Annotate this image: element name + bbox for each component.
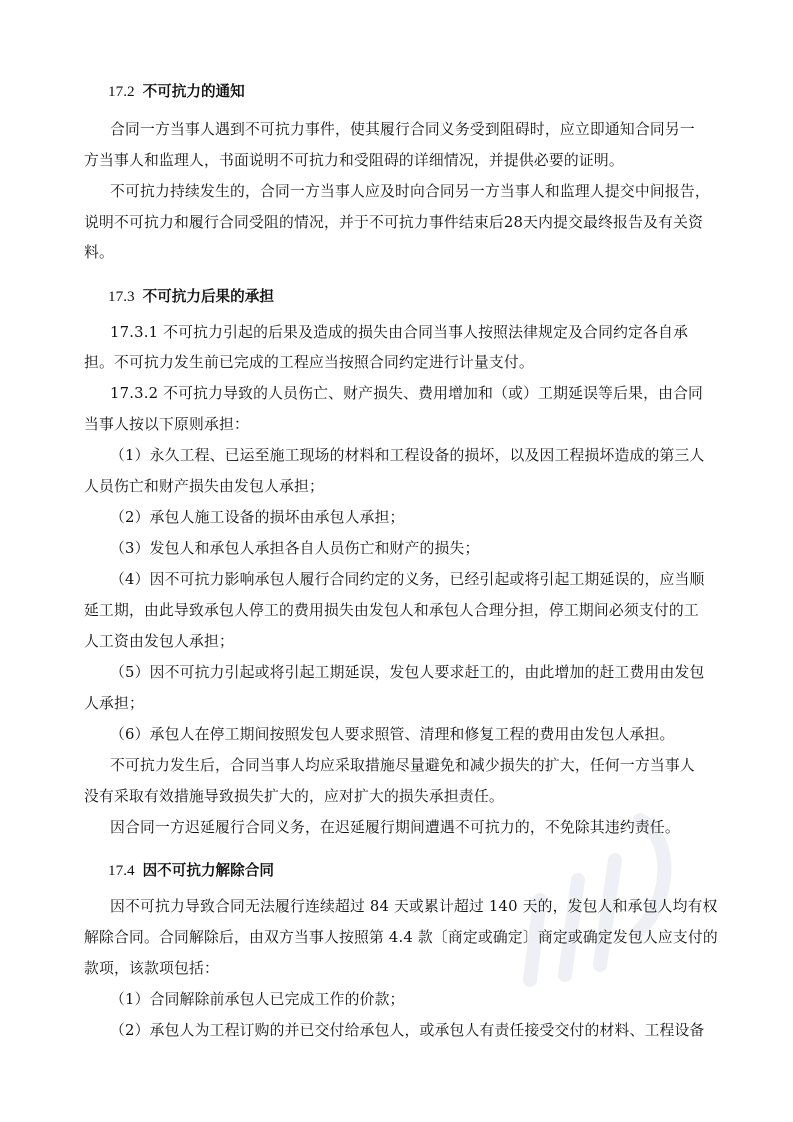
paragraph-line: （1）合同解除前承包人已完成工作的价款； <box>110 991 405 1008</box>
paragraph-line: 方当事人和监理人，书面说明不可抗力和受阻碍的详细情况，并提供必要的证明。 <box>84 152 624 169</box>
section-title: 不可抗力的通知 <box>142 83 245 100</box>
section-title: 因不可抗力解除合同 <box>142 862 274 879</box>
paragraph-line: 人员伤亡和财产损失由发包人承担； <box>84 478 324 495</box>
paragraph-line: 17.3.1 不可抗力引起的后果及造成的损失由合同当事人按照法律规定及合同约定各自承 <box>110 324 689 341</box>
paragraph-line: （2）承包人为工程订购的并已交付给承包人，或承包人有责任接受交付的材料、工程设备 <box>110 1022 705 1039</box>
paragraph-line: 担。不可抗力发生前已完成的工程应当按照合同约定进行计量支付。 <box>84 354 534 371</box>
paragraph-line: （5）因不可抗力引起或将引起工期延误，发包人要求赶工的，由此增加的赶工费用由发包 <box>110 664 705 681</box>
paragraph-line: 当事人按以下原则承担： <box>84 416 249 433</box>
section-number: 17.4 <box>108 862 135 879</box>
paragraph-line: 因不可抗力导致合同无法履行连续超过 84 天或累计超过 140 天的，发包人和承包人均有权 <box>110 898 718 915</box>
watermark-logo <box>470 780 700 1010</box>
paragraph-line: 不可抗力发生后，合同当事人均应采取措施尽量避免和减少损失的扩大，任何一方当事人 <box>110 757 695 774</box>
paragraph-line: 人工资由发包人承担； <box>84 633 234 650</box>
paragraph-line: 不可抗力持续发生的，合同一方当事人应及时向合同另一方当事人和监理人提交中间报告， <box>110 183 710 200</box>
paragraph-line: 17.3.2 不可抗力导致的人员伤亡、财产损失、费用增加和（或）工期延误等后果，由合同 <box>110 385 704 402</box>
section-heading-17-4 <box>108 860 274 881</box>
paragraph-line: 款项，该款项包括： <box>84 960 219 977</box>
paragraph-line: 没有采取有效措施导致损失扩大的，应对扩大的损失承担责任。 <box>84 788 504 805</box>
paragraph-line: （4）因不可抗力影响承包人履行合同约定的义务，已经引起或将引起工期延误的，应当顺 <box>110 571 705 588</box>
section-heading-17-2 <box>108 81 245 102</box>
section-title: 不可抗力后果的承担 <box>142 288 274 305</box>
paragraph-line: （1）永久工程、已运至施工现场的材料和工程设备的损坏，以及因工程损坏造成的第三人 <box>110 447 705 464</box>
paragraph-line: （6）承包人在停工期间按照发包人要求照管、清理和修复工程的费用由发包人承担。 <box>110 726 675 743</box>
paragraph-line: 说明不可抗力和履行合同受阻的情况，并于不可抗力事件结束后28天内提交最终报告及有关资 <box>84 214 704 231</box>
paragraph-line: 人承担； <box>84 695 144 712</box>
section-heading-17-3 <box>108 286 274 307</box>
paragraph-line: 延工期，由此导致承包人停工的费用损失由发包人和承包人合理分担，停工期间必须支付的工 <box>84 602 699 619</box>
paragraph-line: 解除合同。合同解除后，由双方当事人按照第 4.4 款〔商定或确定〕商定或确定发包人应支付的 <box>84 929 718 946</box>
paragraph-line: 料。 <box>84 244 114 261</box>
section-number: 17.3 <box>108 288 135 305</box>
paragraph-line: （2）承包人施工设备的损坏由承包人承担； <box>110 509 405 526</box>
paragraph-line: （3）发包人和承包人承担各自人员伤亡和财产的损失； <box>110 540 480 557</box>
paragraph-line: 因合同一方迟延履行合同义务，在迟延履行期间遭遇不可抗力的，不免除其违约责任。 <box>110 819 680 836</box>
section-number: 17.2 <box>108 83 135 100</box>
paragraph-line: 合同一方当事人遇到不可抗力事件，使其履行合同义务受到阻碍时，应立即通知合同另一 <box>110 121 695 138</box>
